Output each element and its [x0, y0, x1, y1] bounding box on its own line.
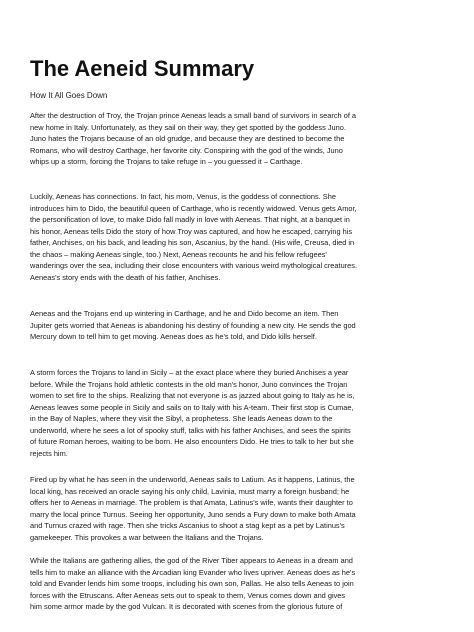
text-line: offers her to Aeneas in marriage. The problem is that Amata, Latinus's wife, wants their daughter to — [30, 498, 353, 507]
text-line: Fired up by what he has seen in the underworld, Aeneas sails to Latium. As it happens, Latinus, the — [30, 475, 355, 484]
text-line: tells him to make an alliance with the Arcadian king Evander who lives upriver. Aeneas does as he's — [30, 567, 356, 577]
text-line: Luckily, Aeneas has connections. In fact, his mom, Venus, is the goddess of connections. She — [30, 192, 336, 201]
text-line: new home in Italy. Unfortunately, as they sail on their way, they get spotted by the goddess Juno. — [30, 122, 346, 132]
paragraph-2 — [30, 191, 450, 283]
text-line: wanderings over the sea, including their close encounters with various weird mythological creatures. — [30, 261, 357, 270]
text-line: marry the local prince Turnus. Seeing her opportunity, Juno sends a Fury down to make both Amata — [30, 509, 356, 519]
document-subtitle: How It All Goes Down — [30, 91, 108, 100]
text-line: underworld, where he sees a lot of spooky stuff, talks with his father Anchises, and sees the spirits — [30, 425, 351, 435]
text-line: gamekeeper. This provokes a war between the Italians and the Trojans. — [30, 532, 264, 542]
text-line: Aeneas's story ends with the death of his father, Anchises. — [30, 272, 221, 282]
text-line: father, Anchises, on his back, and leading his son, Ascanius, by the hand. (His wife, Creusa, died in — [30, 238, 355, 247]
document-title: The Aeneid Summary — [30, 56, 255, 81]
text-line: introduces him to Dido, the beautiful queen of Carthage, who is recently widowed. Venus gets Amor, — [30, 203, 357, 213]
text-line: A storm forces the Trojans to land in Sicily – at the exact place where they buried Anchises a year — [30, 368, 349, 377]
text-line: Romans, who will destroy Carthage, her favorite city. Conspiring with the god of the winds, Juno — [30, 145, 343, 155]
text-line: him some armor made by the god Vulcan. It is decorated with scenes from the glorious future of — [30, 602, 343, 611]
text-line: and Turnus crazed with rage. Then she tricks Ascanius to shoot a stag kept as a pet by Latinus's — [30, 521, 345, 530]
text-line: whips up a storm, forcing the Trojans to take refuge in – you guessed it – Carthage. — [30, 157, 303, 166]
text-line: women to set fire to the ships. Realizing that not everyone is as jazzed about going to Italy as he is, — [30, 391, 355, 400]
text-line: While the Italians are gathering allies, the god of the River Tiber appears to Aeneas in a dream and — [30, 556, 353, 565]
paragraph-5 — [30, 474, 450, 543]
text-line: forces with the Etruscans. After Aeneas sets out to speak to them, Venus comes down and gives — [30, 590, 346, 600]
text-line: in the Bay of Naples, where they visit the Sibyl, a prophetess. She leads Aeneas down to the — [30, 414, 333, 423]
text-line: of future Roman heroes, waiting to be born. He also encounters Dido. He tries to talk to her but she — [30, 437, 354, 446]
text-line: Aeneas and the Trojans end up wintering in Carthage, and he and Dido become an item. Then — [30, 309, 339, 318]
text-line: rejects him. — [30, 448, 68, 458]
text-line: told and Evander lends him some troops, including his own son, Pallas. He also tells Aeneas to join — [30, 579, 354, 588]
text-line: Juno hates the Trojans because of an old grudge, and because they are destined to become the — [30, 134, 345, 143]
paragraph-6 — [30, 555, 450, 613]
text-line: local king, has received an oracle saying his only child, Lavinia, must marry a foreign husband; he — [30, 486, 350, 496]
text-line: Jupiter gets worried that Aeneas is abandoning his destiny of founding a new city. He sends the god — [30, 320, 356, 330]
text-line: the personification of love, to make Dido fall madly in love with Aeneas. That night, at a banquet in — [30, 215, 350, 224]
text-line: After the destruction of Troy, the Trojan prince Aeneas leads a small band of survivors in search of a — [30, 111, 357, 120]
paragraph-4 — [30, 367, 450, 459]
paragraph-3 — [30, 308, 450, 343]
text-line: Aeneas leaves some people in Sicily and sails on to Italy with his A-team. Their first stop is Cumae, — [30, 402, 354, 412]
text-line: before. While the Trojans hold athletic contests in the old man's honor, Juno convinces the Trojan — [30, 379, 348, 389]
text-line: his honor, Aeneas tells Dido the story of how Troy was captured, and how he escaped, carrying his — [30, 226, 353, 236]
paragraph-1 — [30, 110, 450, 168]
text-line: the chaos – making Aeneas single, too.) Next, Aeneas recounts he and his fellow refugees' — [30, 249, 327, 259]
text-line: Mercury down to tell him to get moving. Aeneas does as he's told, and Dido kills herself. — [30, 332, 317, 341]
